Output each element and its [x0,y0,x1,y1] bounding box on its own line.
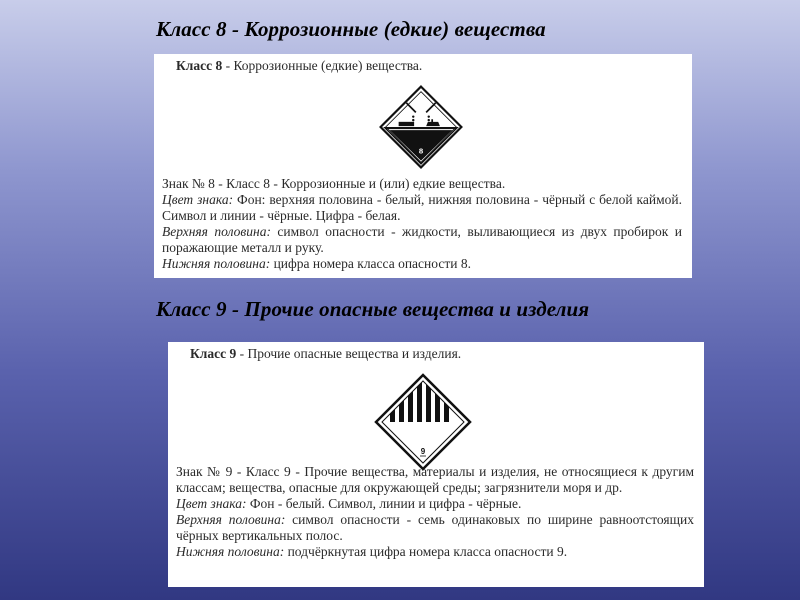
sign-number-line: Знак № 9 - Класс 9 - Прочие вещества, материалы и изделия, не относящиеся к другим классам; вещества, опасные для окружающей среды; загрязнители моря и др. [176,464,694,495]
upper-half-text: символ опасности - семь одинаковых по ширине равноотстоящих чёрных вертикальных полос. [176,512,694,543]
upper-half-line [162,224,682,256]
sign-digit-9: 9 [420,447,426,456]
upper-half-label: Верхняя половина: [162,224,271,239]
heading-class-9: Класс 9 - Прочие опасные вещества и изделия [156,297,590,321]
droplets-icon [412,115,430,121]
lower-half-line [162,256,682,272]
class-8-description [162,176,682,272]
sign-color-line [162,192,682,224]
miscellaneous-sign-icon [373,372,473,472]
test-tubes-icon [406,103,435,112]
card-title-text: - Коррозионные (едкие) вещества. [222,58,423,73]
class-8-info-card [154,54,692,278]
card-title [176,345,696,362]
corrosive-diamond-svg [378,84,464,170]
lower-half-label: Нижняя половина: [176,544,285,559]
lower-half-text: цифра номера класса опасности 8. [270,256,471,271]
class-9-info-card [168,342,704,587]
card-title [162,57,684,74]
upper-half-line [176,512,694,544]
sign-color-label: Цвет знака: [176,496,247,511]
metal-plate-icon [399,122,414,126]
card-title-class: Класс 8 [176,58,223,73]
sign-color-label: Цвет знака: [162,192,234,207]
class-9-description [176,464,694,560]
lower-half-line [176,544,694,560]
miscellaneous-diamond-svg [373,372,473,472]
upper-half-text: символ опасности - жидкости, выливающиеся из двух пробирок и поражающие металл и руку. [162,224,683,255]
sign-color-text: Фон: верхняя половина - белый, нижняя половина - чёрный с белой каймой. Символ и линии - чёрные. Цифра - белая. [162,192,682,223]
lower-half-label: Нижняя половина: [162,256,271,271]
sign-color-line [176,496,694,512]
sign-digit-8: 8 [418,146,424,156]
lower-half-text: подчёркнутая цифра номера класса опасности 9. [284,544,568,559]
heading-class-8: Класс 8 - Коррозионные (едкие) вещества [156,17,546,41]
upper-half-label: Верхняя половина: [176,512,286,527]
sign-color-text: Фон - белый. Символ, линии и цифра - чёрные. [246,496,522,511]
card-title-class: Класс 9 [190,346,237,361]
sign-number-line: Знак № 8 - Класс 8 - Коррозионные и (или) едкие вещества. [162,176,506,191]
card-title-text: - Прочие опасные вещества и изделия. [236,346,462,361]
corrosive-sign-icon [378,84,464,170]
